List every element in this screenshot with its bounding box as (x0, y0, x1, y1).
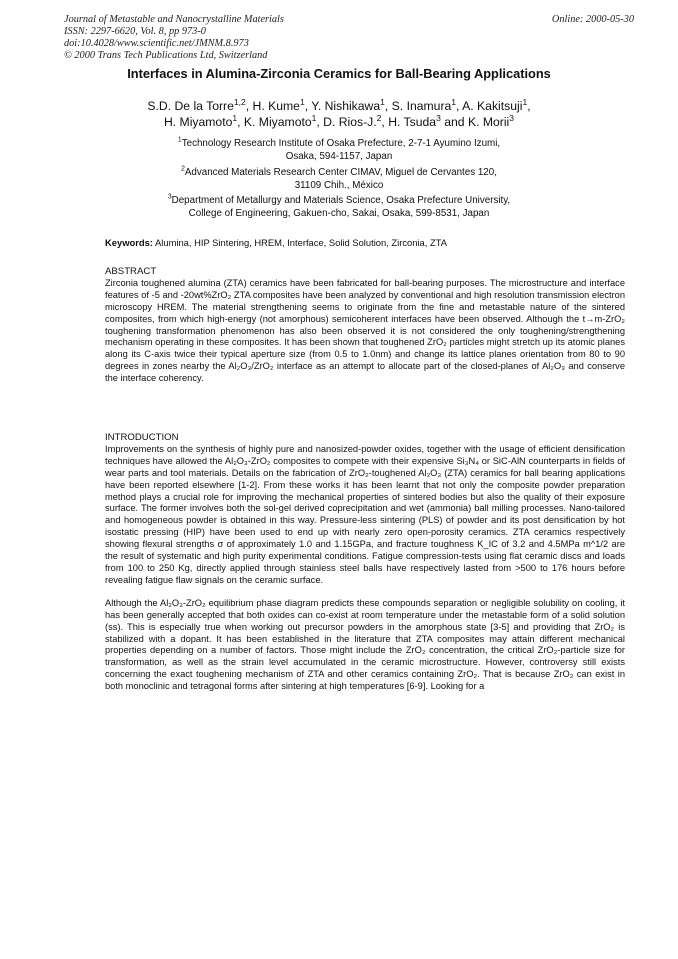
author: H. Kume$^1$, (252, 96, 309, 113)
author: H. Miyamoto$^1$, (163, 112, 241, 129)
author: K. Morii$^3$ (467, 112, 515, 129)
introduction-heading: INTRODUCTION (105, 432, 179, 443)
author: Y. Nishikawa$^1$, (311, 96, 389, 113)
keywords (105, 237, 625, 248)
journal-name: Journal of Metastable and Nanocrystalline Materials (64, 14, 284, 25)
affiliation-3: $^3$Department of Metallurgy and Materials Science, Osaka Prefecture University, College of Engineering, Gakuen-cho, Sakai, Osaka, 599-8531, Japan (167, 193, 511, 219)
affiliation-2: $^2$Advanced Materials Research Center CIMAV, Miguel de Cervantes 120, 31109 Chih., México (181, 165, 497, 191)
introduction-section (105, 432, 625, 693)
issn: ISSN: 2297-6620, Vol. 8, pp 973-0 (64, 26, 206, 37)
author: S. Inamura$^1$, (391, 96, 460, 113)
intro-paragraph-2: Although the Al₂O₃-ZrO₂ equilibrium phase diagram predicts these compounds separation or negligible solubility on cooling, it has been generally accepted that both oxides can co-exist at room temperature under the metastable form of a solid solution (ss). This is especially true when working out precursor powders in the amorphous state [3-5] and providing that ZrO₂ is stabilized with a dopant. It has been established in the literature that ZTA composites may attain different mechanical properties depending on a number of factors. Those might include the ZrO₂ concentration, the critical ZrO₂-particle size for transformation, as well as the strain level accumulated in the ceramic microstructure. However, controversy still exists concerning the exact toughening mechanism of ZTA and other ceramics containing ZrO₂. That is because ZrO₂ can exist in both monoclinic and tetragonal forms after sintering at high temperatures [6-9]. Looking for a (105, 597, 625, 692)
online-date: Online: 2000-05-30 (551, 14, 634, 25)
keywords-text: Alumina, HIP Sintering, HREM, Interface, Solid Solution, Zirconia, ZTA (155, 237, 447, 248)
keywords-label: Keywords: (105, 237, 153, 248)
author: A. Kakitsuji$^1$, (462, 96, 531, 113)
author-list (80, 98, 598, 130)
abstract-section (105, 266, 625, 385)
doi: doi:10.4028/www.scientific.net/JMNM.8.973 (64, 38, 249, 49)
affiliation-1: $^1$Technology Research Institute of Osaka Prefecture, 2-7-1 Ayumino Izumi, Osaka, 594-1157, Japan (177, 136, 501, 162)
author: S.D. De la Torre$^{1,2}$, (147, 96, 250, 113)
abstract-heading: ABSTRACT (105, 266, 157, 277)
intro-paragraph-1: Improvements on the synthesis of highly pure and nanosized-powder oxides, together with the usage of efficient densification techniques have allowed the Al₂O₃-ZrO₂ composites to compete with their expensive Si₃N₄ or SiC-AlN counterparts in fields of wear parts and tool materials. Details on the fabrication of ZrO₂-toughened Al₂O₃ (ZTA) ceramics for ball bearing applications have been reported elsewhere [1-2]. From these works it has been learnt that not only the composite powder preparation method plays a crucial role for improving the mechanical properties of sintered bodies but also the quality of their exposure surface. The former involves both the sol-gel derived coprecipitation and wet (ammonia) ball milling processes. Nano-tailored and homogeneous powder is obtained in this way. Pressure-less sintering (PLS) of powder and its post densification by hot isostatic pressing (HIP) have been used to end up with nearly zero open-porosity ceramics. ZTA ceramics respectively showing flexural strengths σ of approximately 1.0 and 1.15GPa, and fracture toughness K_IC of 3.2 and 4.5MPa m^1/2 are the result of systematic and high purity experimental conditions. Fatigue compression-tests using flat ceramic discs and loads from 100 to 250 Kg, directly applied through stainless steel balls have respectively lasted from >500 to 176 hours before revealing fatigue flaw signals on the ceramic surface. (105, 443, 625, 585)
author: K. Miyamoto$^1$, (243, 112, 320, 129)
paper-title: Interfaces in Alumina-Zirconia Ceramics for Ball-Bearing Applications (127, 66, 551, 81)
author: D. Rios-J.$^2$, (323, 112, 385, 129)
journal-header (64, 14, 634, 62)
author: H. Tsuda$^3$ and (388, 112, 465, 129)
copyright: © 2000 Trans Tech Publications Ltd, Switzerland (64, 50, 268, 61)
abstract-text: Zirconia toughened alumina (ZTA) ceramics have been fabricated for ball-bearing purposes. The microstructure and interface features of -5 and -20wt%ZrO₂ ZTA composites have been analyzed by conventional and high resolution transmission electron microscopy HREM. The material strengthening seems to originate from the fine and metastable nature of the sintered composites, from which high-energy (not amorphous) semicoherent interfaces have been observed. Although the t→m-ZrO₂ toughening transformation phenomenon has also been observed it is not considered the only toughening/strengthening mechanism operating in these composites. It has been shown that toughened ZrO₂ particles might stretch up its atomic planes along its C-axis twice their typical aperture size (from 0.5 to 1.0nm) and change its lattice planes orientation from 80 to 90 degrees in zones nearby the Al₂O₃/ZrO₂ interface as an attempt to allocate part of the closed-planes of Al₂O₃ and conserve the interface coherency. (105, 277, 625, 384)
